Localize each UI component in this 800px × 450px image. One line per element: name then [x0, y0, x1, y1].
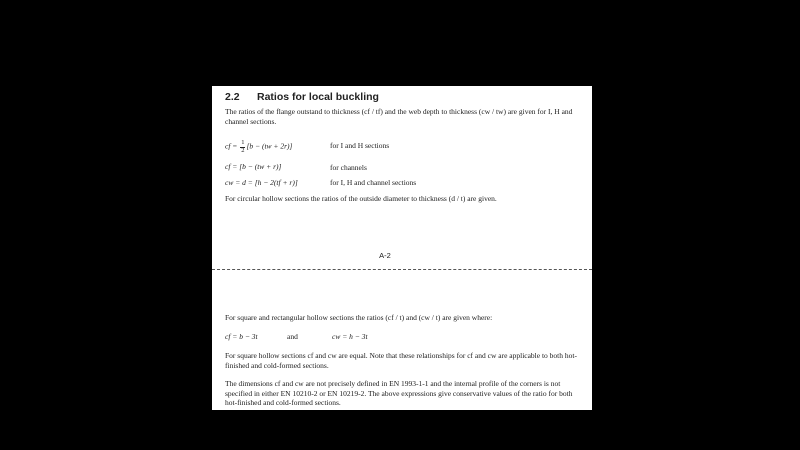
page-break-divider: [212, 269, 592, 270]
equation-rhs-flange: cf = b − 3t: [225, 332, 258, 341]
condition-ih-channel: for I, H and channel sections: [330, 178, 417, 187]
equation-web: cw = d = [h − 2(tf + r)]: [225, 178, 298, 187]
equation-flange-ih: [225, 140, 292, 154]
page-number: A-2: [379, 251, 391, 260]
equation-lhs: cf =: [225, 141, 240, 151]
dimensions-paragraph: The dimensions cf and cw are not precisely defined in EN 1993-1-1 and the internal profile of the corners is not specified in either EN 10210-2 or EN 10219-2. The above expressions give conservative values of the ratio for both hot-finished and cold-formed sections.: [225, 379, 573, 407]
equation-flange-channel: cf = [b − (tw + r)]: [225, 162, 282, 171]
fraction-denominator: 2: [241, 146, 245, 154]
document-page: [212, 86, 592, 410]
intro-paragraph: The ratios of the flange outstand to thickness (cf / tf) and the web depth to thickness (cw / tw) are given for I, H and channel sections.: [225, 107, 573, 126]
fraction-numerator: 1: [241, 139, 245, 146]
and-connector: and: [287, 332, 298, 341]
equation-rhs: [b − (tw + 2r)]: [246, 141, 293, 151]
square-hollow-paragraph: For square hollow sections cf and cw are equal. Note that these relationships for cf and cw are applicable to both hot-finished and cold-formed sections.: [225, 351, 577, 370]
condition-ih-sections: for I and H sections: [330, 141, 390, 150]
section-heading: [225, 91, 379, 103]
section-title: Ratios for local buckling: [257, 91, 379, 103]
fraction-half: [240, 140, 245, 154]
circular-hollow-paragraph: For circular hollow sections the ratios of the outside diameter to thickness (d / t) are given.: [225, 194, 497, 203]
section-number: 2.2: [225, 91, 240, 103]
rhs-paragraph: For square and rectangular hollow sections the ratios (cf / t) and (cw / t) are given where:: [225, 313, 493, 322]
condition-channels: for channels: [330, 163, 367, 172]
equation-rhs-web: cw = h − 3t: [332, 332, 368, 341]
